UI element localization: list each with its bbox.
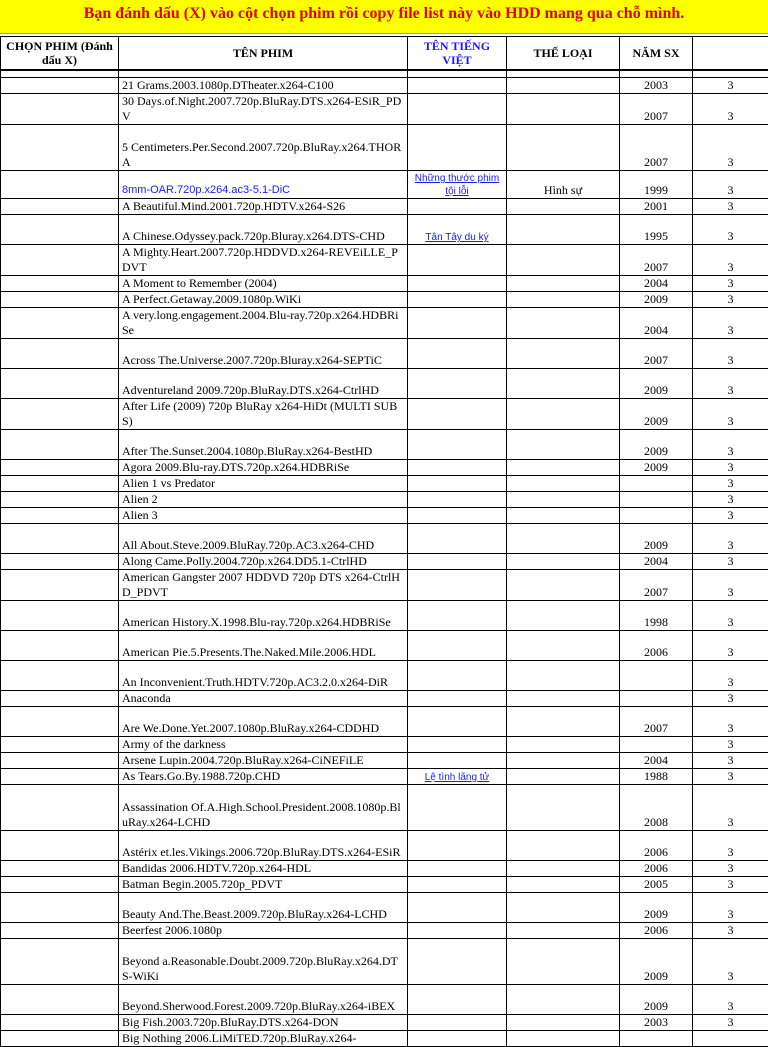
year-cell — [620, 508, 693, 524]
year-cell — [620, 691, 693, 707]
select-cell[interactable] — [1, 831, 119, 861]
select-cell[interactable] — [1, 554, 119, 570]
movie-title-cell: After The.Sunset.2004.1080p.BluRay.x264-BestHD — [119, 430, 408, 460]
movie-title-cell: Are We.Done.Yet.2007.1080p.BluRay.x264-CDDHD — [119, 707, 408, 737]
table-row — [1, 508, 768, 524]
table-row — [1, 430, 768, 460]
genre-cell — [507, 430, 620, 460]
year-cell: 2004 — [620, 276, 693, 292]
genre-cell — [507, 508, 620, 524]
movie-title-cell: An Inconvenient.Truth.HDTV.720p.AC3.2.0.x264-DiR — [119, 661, 408, 691]
select-cell[interactable] — [1, 631, 119, 661]
movie-title-cell: Anaconda — [119, 691, 408, 707]
select-cell[interactable] — [1, 492, 119, 508]
vietnamese-title-cell — [408, 339, 507, 369]
count-cell: 3 — [693, 737, 768, 753]
header-row — [1, 37, 768, 71]
genre-cell — [507, 753, 620, 769]
select-cell[interactable] — [1, 785, 119, 831]
movie-title-cell: Adventureland 2009.720p.BluRay.DTS.x264-CtrlHD — [119, 369, 408, 399]
year-cell: 2006 — [620, 861, 693, 877]
movie-title-cell: 8mm-OAR.720p.x264.ac3-5.1-DiC — [119, 171, 408, 199]
table-row — [1, 78, 768, 94]
count-cell: 3 — [693, 831, 768, 861]
select-cell[interactable] — [1, 737, 119, 753]
vietnamese-title-cell — [408, 94, 507, 125]
select-cell[interactable] — [1, 707, 119, 737]
year-cell: 2009 — [620, 292, 693, 308]
table-row — [1, 94, 768, 125]
spacer-cell — [507, 70, 620, 78]
genre-cell — [507, 861, 620, 877]
genre-cell — [507, 245, 620, 276]
spacer-cell — [693, 70, 768, 78]
vietnamese-title-cell — [408, 524, 507, 554]
select-cell[interactable] — [1, 276, 119, 292]
vietnamese-title-cell[interactable]: Lệ tình lãng tử — [408, 769, 507, 785]
count-cell: 3 — [693, 554, 768, 570]
table-row — [1, 707, 768, 737]
table-row — [1, 691, 768, 707]
movie-title-cell: All About.Steve.2009.BluRay.720p.AC3.x264-CHD — [119, 524, 408, 554]
count-cell: 3 — [693, 769, 768, 785]
select-cell[interactable] — [1, 861, 119, 877]
select-cell[interactable] — [1, 171, 119, 199]
select-cell[interactable] — [1, 601, 119, 631]
count-cell: 3 — [693, 524, 768, 554]
select-cell[interactable] — [1, 460, 119, 476]
table-row — [1, 769, 768, 785]
genre-cell — [507, 125, 620, 171]
movie-title-cell: Army of the darkness — [119, 737, 408, 753]
year-cell: 2007 — [620, 570, 693, 601]
movie-title-cell: After Life (2009) 720p BluRay x264-HiDt (MULTI SUBS) — [119, 399, 408, 430]
movie-title-cell: Agora 2009.Blu-ray.DTS.720p.x264.HDBRiSe — [119, 460, 408, 476]
movie-title-cell: A Chinese.Odyssey.pack.720p.Bluray.x264.DTS-CHD — [119, 215, 408, 245]
select-cell[interactable] — [1, 369, 119, 399]
movie-title-cell: A Mighty.Heart.2007.720p.HDDVD.x264-REVEiLLE_PDVT — [119, 245, 408, 276]
select-cell[interactable] — [1, 923, 119, 939]
year-cell — [620, 1031, 693, 1047]
year-cell: 1995 — [620, 215, 693, 245]
table-row — [1, 601, 768, 631]
genre-cell — [507, 661, 620, 691]
vietnamese-title-cell — [408, 476, 507, 492]
vietnamese-title-cell — [408, 460, 507, 476]
table-row — [1, 245, 768, 276]
count-cell: 3 — [693, 292, 768, 308]
count-cell: 3 — [693, 985, 768, 1015]
select-cell[interactable] — [1, 939, 119, 985]
table-row — [1, 661, 768, 691]
count-cell: 3 — [693, 661, 768, 691]
table-row — [1, 339, 768, 369]
genre-cell — [507, 399, 620, 430]
movie-title-cell: American Pie.5.Presents.The.Naked.Mile.2006.HDL — [119, 631, 408, 661]
header-genre: THỂ LOẠI — [507, 37, 620, 71]
year-cell: 2009 — [620, 524, 693, 554]
count-cell: 3 — [693, 460, 768, 476]
header-title: TÊN PHIM — [119, 37, 408, 71]
year-cell: 2006 — [620, 631, 693, 661]
genre-cell — [507, 923, 620, 939]
movie-title-cell: A very.long.engagement.2004.Blu-ray.720p.x264.HDBRiSe — [119, 308, 408, 339]
movie-title-cell: A Moment to Remember (2004) — [119, 276, 408, 292]
genre-cell — [507, 369, 620, 399]
instruction-banner: Bạn đánh dấu (X) vào cột chọn phim rồi copy file list này vào HDD mang qua chỗ mình. — [0, 0, 768, 34]
genre-cell — [507, 631, 620, 661]
select-cell[interactable] — [1, 1031, 119, 1047]
vietnamese-title-cell[interactable]: Những thước phim tội lỗi — [408, 171, 507, 199]
movie-title-cell: Alien 1 vs Predator — [119, 476, 408, 492]
table-row — [1, 460, 768, 476]
table-row — [1, 1031, 768, 1047]
genre-cell — [507, 339, 620, 369]
select-cell[interactable] — [1, 753, 119, 769]
table-row — [1, 737, 768, 753]
year-cell: 2007 — [620, 707, 693, 737]
vietnamese-title-cell — [408, 125, 507, 171]
year-cell: 2009 — [620, 939, 693, 985]
genre-cell — [507, 94, 620, 125]
genre-cell — [507, 492, 620, 508]
movie-title-cell: Batman Begin.2005.720p_PDVT — [119, 877, 408, 893]
movie-title-cell: Assassination Of.A.High.School.President.2008.1080p.BluRay.x264-LCHD — [119, 785, 408, 831]
genre-cell — [507, 476, 620, 492]
genre-cell — [507, 985, 620, 1015]
header-select: CHỌN PHIM (Đánh dấu X) — [1, 37, 119, 71]
movie-title-cell: Arsene Lupin.2004.720p.BluRay.x264-CiNEFiLE — [119, 753, 408, 769]
vietnamese-title-cell — [408, 939, 507, 985]
vietnamese-title-cell — [408, 601, 507, 631]
genre-cell — [507, 831, 620, 861]
year-cell: 2005 — [620, 877, 693, 893]
select-cell[interactable] — [1, 1015, 119, 1031]
table-row — [1, 125, 768, 171]
movie-title-cell: Beyond.Sherwood.Forest.2009.720p.BluRay.x264-iBEX — [119, 985, 408, 1015]
select-cell[interactable] — [1, 769, 119, 785]
year-cell: 2009 — [620, 460, 693, 476]
year-cell: 1999 — [620, 171, 693, 199]
select-cell[interactable] — [1, 570, 119, 601]
vietnamese-title-cell — [408, 369, 507, 399]
year-cell: 2006 — [620, 831, 693, 861]
count-cell: 3 — [693, 877, 768, 893]
table-row — [1, 171, 768, 199]
spacer-cell — [408, 70, 507, 78]
vietnamese-title-cell — [408, 661, 507, 691]
movie-title-cell: 21 Grams.2003.1080p.DTheater.x264-C100 — [119, 78, 408, 94]
select-cell[interactable] — [1, 893, 119, 923]
count-cell: 3 — [693, 94, 768, 125]
spacer-cell — [1, 70, 119, 78]
vietnamese-title-cell — [408, 1015, 507, 1031]
year-cell: 2009 — [620, 893, 693, 923]
select-cell[interactable] — [1, 877, 119, 893]
select-cell[interactable] — [1, 125, 119, 171]
movie-title-cell: Across The.Universe.2007.720p.Bluray.x264-SEPTiC — [119, 339, 408, 369]
movie-title-cell: A Perfect.Getaway.2009.1080p.WiKi — [119, 292, 408, 308]
year-cell: 2001 — [620, 199, 693, 215]
genre-cell — [507, 554, 620, 570]
select-cell[interactable] — [1, 94, 119, 125]
table-row — [1, 308, 768, 339]
genre-cell — [507, 893, 620, 923]
select-cell[interactable] — [1, 476, 119, 492]
spacer-cell — [620, 70, 693, 78]
select-cell[interactable] — [1, 508, 119, 524]
table-row — [1, 399, 768, 430]
count-cell: 3 — [693, 492, 768, 508]
table-row — [1, 631, 768, 661]
vietnamese-title-cell — [408, 430, 507, 460]
count-cell: 3 — [693, 785, 768, 831]
table-row — [1, 785, 768, 831]
count-cell: 3 — [693, 707, 768, 737]
year-cell: 2008 — [620, 785, 693, 831]
select-cell[interactable] — [1, 691, 119, 707]
table-row — [1, 753, 768, 769]
select-cell[interactable] — [1, 985, 119, 1015]
count-cell — [693, 1031, 768, 1047]
table-row — [1, 554, 768, 570]
genre-cell — [507, 1031, 620, 1047]
year-cell: 2007 — [620, 339, 693, 369]
movie-title-cell: 5 Centimeters.Per.Second.2007.720p.BluRay.x264.THORA — [119, 125, 408, 171]
count-cell: 3 — [693, 631, 768, 661]
year-cell — [620, 476, 693, 492]
genre-cell — [507, 707, 620, 737]
vietnamese-title-cell — [408, 276, 507, 292]
vietnamese-title-cell — [408, 1031, 507, 1047]
count-cell: 3 — [693, 308, 768, 339]
vietnamese-title-cell — [408, 707, 507, 737]
table-row — [1, 985, 768, 1015]
count-cell: 3 — [693, 369, 768, 399]
count-cell: 3 — [693, 601, 768, 631]
movie-title-cell: Big Nothing 2006.LiMiTED.720p.BluRay.x264- — [119, 1031, 408, 1047]
year-cell: 2007 — [620, 94, 693, 125]
vietnamese-title-cell — [408, 554, 507, 570]
select-cell[interactable] — [1, 78, 119, 94]
year-cell: 2007 — [620, 245, 693, 276]
vietnamese-title-cell — [408, 691, 507, 707]
select-cell[interactable] — [1, 339, 119, 369]
genre-cell — [507, 601, 620, 631]
header-extra — [693, 37, 768, 71]
table-row — [1, 831, 768, 861]
movie-title-cell: Alien 3 — [119, 508, 408, 524]
count-cell: 3 — [693, 339, 768, 369]
year-cell: 2004 — [620, 554, 693, 570]
year-cell: 2003 — [620, 1015, 693, 1031]
genre-cell — [507, 276, 620, 292]
year-cell: 2006 — [620, 923, 693, 939]
movie-title-cell: Astérix et.les.Vikings.2006.720p.BluRay.DTS.x264-ESiR — [119, 831, 408, 861]
count-cell: 3 — [693, 430, 768, 460]
table-row — [1, 292, 768, 308]
table-row — [1, 570, 768, 601]
vietnamese-title-cell — [408, 508, 507, 524]
select-cell[interactable] — [1, 661, 119, 691]
count-cell: 3 — [693, 215, 768, 245]
count-cell: 3 — [693, 753, 768, 769]
count-cell: 3 — [693, 893, 768, 923]
vietnamese-title-cell — [408, 199, 507, 215]
year-cell: 2009 — [620, 430, 693, 460]
header-vietnamese-title: TÊN TIẾNG VIỆT — [408, 37, 507, 71]
table-row — [1, 199, 768, 215]
table-row — [1, 923, 768, 939]
vietnamese-title-cell — [408, 893, 507, 923]
movie-title-cell: Bandidas 2006.HDTV.720p.x264-HDL — [119, 861, 408, 877]
genre-cell: Hình sự — [507, 171, 620, 199]
count-cell: 3 — [693, 476, 768, 492]
count-cell: 3 — [693, 245, 768, 276]
count-cell: 3 — [693, 508, 768, 524]
spacer-cell — [119, 70, 408, 78]
movie-title-cell: Beerfest 2006.1080p — [119, 923, 408, 939]
movie-list-table — [0, 36, 768, 1047]
table-row — [1, 1015, 768, 1031]
year-cell: 1998 — [620, 601, 693, 631]
select-cell[interactable] — [1, 215, 119, 245]
select-cell[interactable] — [1, 308, 119, 339]
genre-cell — [507, 215, 620, 245]
vietnamese-title-cell — [408, 245, 507, 276]
spacer-row — [1, 70, 768, 78]
table-row — [1, 215, 768, 245]
table-row — [1, 476, 768, 492]
genre-cell — [507, 570, 620, 601]
year-cell: 2004 — [620, 753, 693, 769]
vietnamese-title-cell — [408, 492, 507, 508]
count-cell: 3 — [693, 570, 768, 601]
vietnamese-title-cell — [408, 985, 507, 1015]
year-cell: 2004 — [620, 308, 693, 339]
select-cell[interactable] — [1, 199, 119, 215]
header-year: NĂM SX — [620, 37, 693, 71]
count-cell: 3 — [693, 1015, 768, 1031]
genre-cell — [507, 524, 620, 554]
year-cell: 2009 — [620, 985, 693, 1015]
movie-title-cell: Along Came.Polly.2004.720p.x264.DD5.1-CtrlHD — [119, 554, 408, 570]
year-cell: 2009 — [620, 399, 693, 430]
count-cell: 3 — [693, 939, 768, 985]
movie-title-cell: Alien 2 — [119, 492, 408, 508]
vietnamese-title-cell — [408, 78, 507, 94]
year-cell: 2009 — [620, 369, 693, 399]
genre-cell — [507, 737, 620, 753]
genre-cell — [507, 292, 620, 308]
movie-title-cell: Beauty And.The.Beast.2009.720p.BluRay.x264-LCHD — [119, 893, 408, 923]
table-row — [1, 369, 768, 399]
genre-cell — [507, 691, 620, 707]
table-row — [1, 893, 768, 923]
select-cell[interactable] — [1, 292, 119, 308]
select-cell[interactable] — [1, 245, 119, 276]
select-cell[interactable] — [1, 399, 119, 430]
vietnamese-title-cell — [408, 877, 507, 893]
vietnamese-title-cell — [408, 923, 507, 939]
genre-cell — [507, 939, 620, 985]
count-cell: 3 — [693, 171, 768, 199]
genre-cell — [507, 785, 620, 831]
movie-title-cell: Beyond a.Reasonable.Doubt.2009.720p.BluRay.x264.DTS-WiKi — [119, 939, 408, 985]
vietnamese-title-cell[interactable]: Tân Tây du ký — [408, 215, 507, 245]
genre-cell — [507, 78, 620, 94]
select-cell[interactable] — [1, 524, 119, 554]
vietnamese-title-cell — [408, 292, 507, 308]
count-cell: 3 — [693, 399, 768, 430]
count-cell: 3 — [693, 78, 768, 94]
movie-title-cell: Big Fish.2003.720p.BluRay.DTS.x264-DON — [119, 1015, 408, 1031]
select-cell[interactable] — [1, 430, 119, 460]
vietnamese-title-cell — [408, 785, 507, 831]
movie-title-cell: As Tears.Go.By.1988.720p.CHD — [119, 769, 408, 785]
table-row — [1, 877, 768, 893]
year-cell: 2007 — [620, 125, 693, 171]
count-cell: 3 — [693, 125, 768, 171]
genre-cell — [507, 460, 620, 476]
count-cell: 3 — [693, 923, 768, 939]
year-cell: 1988 — [620, 769, 693, 785]
vietnamese-title-cell — [408, 753, 507, 769]
table-row — [1, 939, 768, 985]
vietnamese-title-cell — [408, 861, 507, 877]
table-row — [1, 524, 768, 554]
vietnamese-title-cell — [408, 308, 507, 339]
table-row — [1, 492, 768, 508]
year-cell — [620, 492, 693, 508]
year-cell: 2003 — [620, 78, 693, 94]
count-cell: 3 — [693, 199, 768, 215]
genre-cell — [507, 877, 620, 893]
movie-title-cell: 30 Days.of.Night.2007.720p.BluRay.DTS.x264-ESiR_PDV — [119, 94, 408, 125]
vietnamese-title-cell — [408, 570, 507, 601]
count-cell: 3 — [693, 861, 768, 877]
genre-cell — [507, 199, 620, 215]
vietnamese-title-cell — [408, 631, 507, 661]
table-row — [1, 861, 768, 877]
genre-cell — [507, 769, 620, 785]
year-cell — [620, 737, 693, 753]
genre-cell — [507, 308, 620, 339]
movie-title-cell: A Beautiful.Mind.2001.720p.HDTV.x264-S26 — [119, 199, 408, 215]
movie-title-cell: American Gangster 2007 HDDVD 720p DTS x264-CtrlHD_PDVT — [119, 570, 408, 601]
vietnamese-title-cell — [408, 399, 507, 430]
table-row — [1, 276, 768, 292]
count-cell: 3 — [693, 276, 768, 292]
movie-title-cell: American History.X.1998.Blu-ray.720p.x264.HDBRiSe — [119, 601, 408, 631]
vietnamese-title-cell — [408, 831, 507, 861]
year-cell — [620, 661, 693, 691]
genre-cell — [507, 1015, 620, 1031]
vietnamese-title-cell — [408, 737, 507, 753]
count-cell: 3 — [693, 691, 768, 707]
